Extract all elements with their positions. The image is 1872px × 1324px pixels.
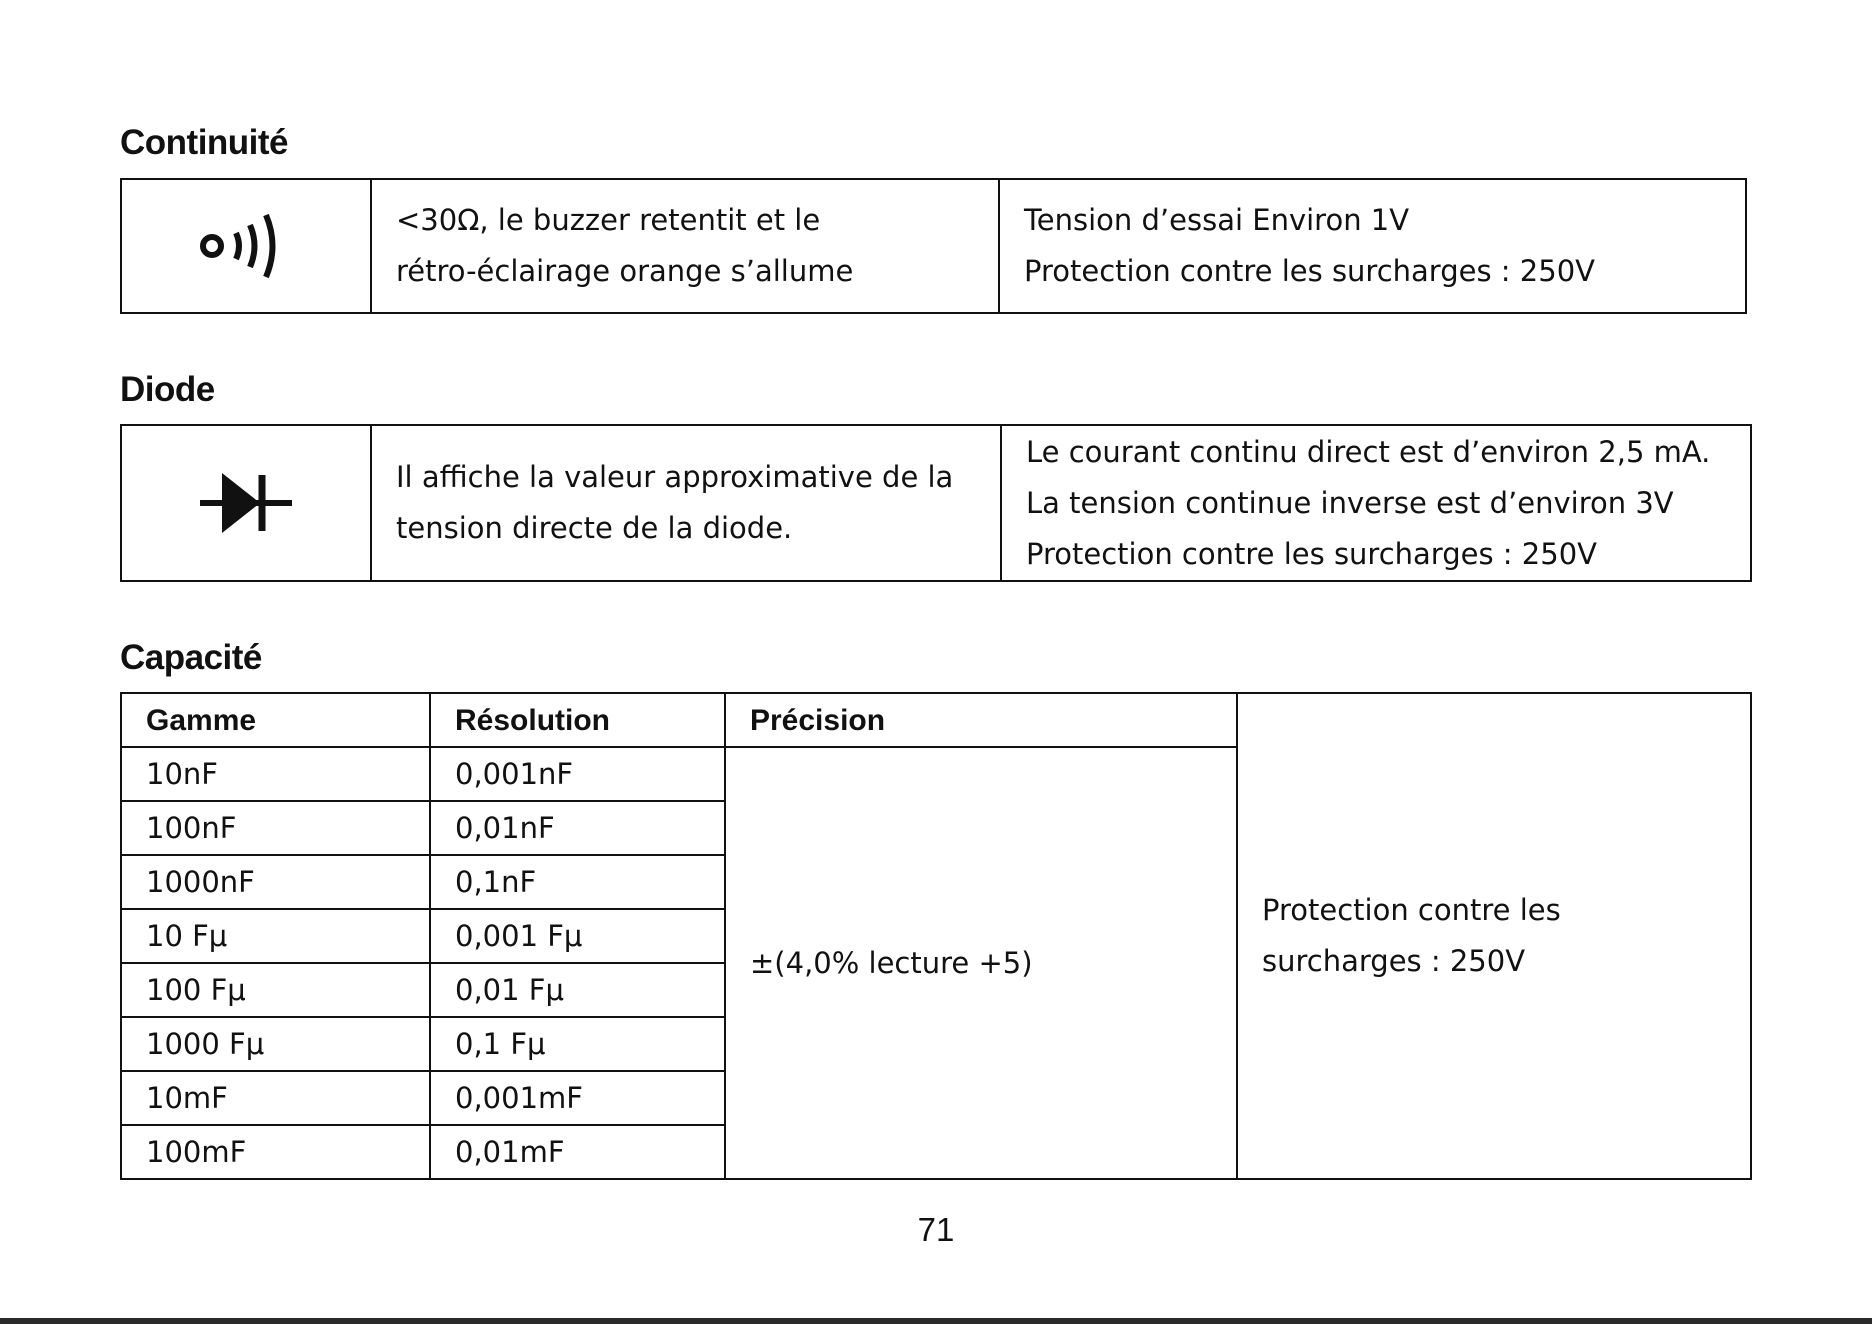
range-cell: 100nF	[121, 801, 430, 855]
continuity-buzzer-icon	[198, 206, 294, 286]
range-cell: 10nF	[121, 747, 430, 801]
resolution-cell: 0,01 Fμ	[430, 963, 725, 1017]
resolution-cell: 0,001 Fμ	[430, 909, 725, 963]
accuracy-cell: ±(4,0% lecture +5)	[725, 747, 1237, 1179]
diode-icon	[198, 467, 294, 539]
column-header-resolution: Résolution	[430, 693, 725, 747]
range-cell: 10 Fμ	[121, 909, 430, 963]
column-header-range: Gamme	[121, 693, 430, 747]
range-cell: 1000nF	[121, 855, 430, 909]
table-row	[121, 425, 1751, 581]
column-header-accuracy: Précision	[725, 693, 1237, 747]
resolution-cell: 0,01mF	[430, 1125, 725, 1179]
table-header-row	[121, 693, 1751, 747]
resolution-cell: 0,1nF	[430, 855, 725, 909]
range-cell: 100 Fμ	[121, 963, 430, 1017]
resolution-cell: 0,001nF	[430, 747, 725, 801]
diode-heading: Diode	[120, 370, 215, 409]
page-number: 71	[917, 1211, 955, 1248]
diode-specs: Le courant continu direct est d’environ 2,5 mA. La tension continue inverse est d’environ 3V Protection contre les surcharges : 250V	[1001, 425, 1751, 581]
capacitance-table	[120, 692, 1752, 1180]
bottom-divider	[0, 1318, 1872, 1324]
resolution-cell: 0,01nF	[430, 801, 725, 855]
continuity-heading: Continuité	[120, 123, 289, 162]
range-cell: 10mF	[121, 1071, 430, 1125]
diode-table	[120, 424, 1752, 582]
table-row	[121, 179, 1746, 313]
diode-description: Il affiche la valeur approximative de la tension directe de la diode.	[371, 425, 1001, 581]
continuity-specs: Tension d’essai Environ 1V Protection contre les surcharges : 250V	[999, 179, 1746, 313]
capacitance-heading: Capacité	[120, 638, 262, 677]
continuity-icon-cell	[121, 179, 371, 313]
range-cell: 100mF	[121, 1125, 430, 1179]
range-cell: 1000 Fμ	[121, 1017, 430, 1071]
continuity-description: <30Ω, le buzzer retentit et le rétro-éclairage orange s’allume	[371, 179, 999, 313]
diode-icon-cell	[121, 425, 371, 581]
continuity-table	[120, 178, 1747, 314]
capacitance-protection: Protection contre les surcharges : 250V	[1237, 693, 1751, 1179]
resolution-cell: 0,1 Fμ	[430, 1017, 725, 1071]
resolution-cell: 0,001mF	[430, 1071, 725, 1125]
